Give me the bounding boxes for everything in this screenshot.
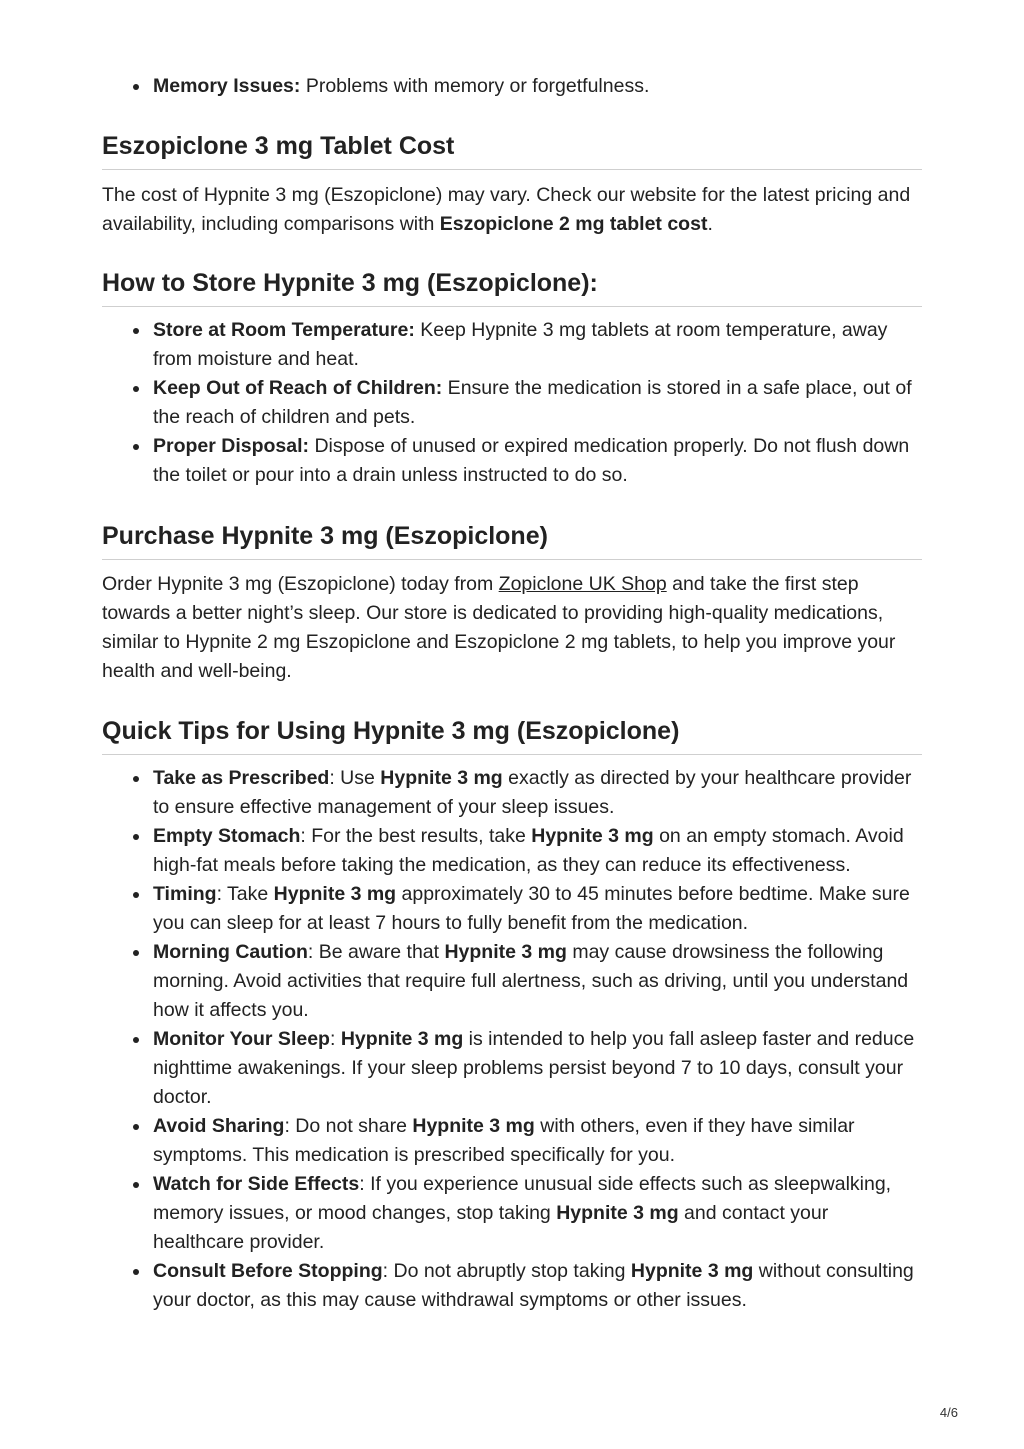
list-item-text: approximately 30 to 45 minutes before bedtime. Make sure you can sleep for at least 7 hours to fully benefit from the medication.: [153, 883, 910, 934]
list-item-label: Proper Disposal:: [153, 435, 310, 457]
cost-section: [102, 131, 922, 239]
list-item-text: with others, even if they have similar symptoms. This medication is prescribed specifically for you.: [153, 1115, 855, 1166]
list-item-bold: Hypnite 3 mg: [531, 825, 654, 847]
side-effects-list-continued: [102, 72, 922, 101]
list-item-text: : Use: [329, 767, 381, 789]
purchase-paragraph: [102, 570, 922, 686]
list-item: [102, 938, 922, 1025]
list-item: [102, 764, 922, 822]
list-item-text: may cause drowsiness the following morning. Avoid activities that require full alertness, such as driving, until you understand how it affects you.: [153, 941, 909, 1021]
list-item-bold: Hypnite 3 mg: [340, 1028, 464, 1050]
list-item: [102, 316, 922, 374]
list-item: [102, 432, 922, 490]
cost-paragraph: [102, 181, 922, 239]
list-item-bold: Hypnite 3 mg: [556, 1202, 679, 1224]
section-heading: Eszopiclone 3 mg Tablet Cost: [102, 131, 922, 170]
list-item-label: Monitor Your Sleep: [153, 1028, 330, 1050]
list-item-bold: Hypnite 3 mg: [412, 1115, 535, 1137]
list-item-bold: Hypnite 3 mg: [630, 1260, 754, 1282]
list-item-label: Watch for Side Effects: [153, 1173, 360, 1195]
list-item-label: Store at Room Temperature:: [153, 319, 415, 341]
list-item-text: : For the best results, take: [300, 825, 532, 847]
list-item-text: Ensure the medication is stored in a safe place, out of the reach of children and pets.: [153, 377, 912, 428]
page-number: 4/6: [939, 1405, 958, 1420]
section-heading: How to Store Hypnite 3 mg (Eszopiclone):: [102, 268, 922, 307]
list-item-text: : Be aware that: [307, 941, 445, 963]
list-item: [102, 1112, 922, 1170]
store-section: [102, 268, 922, 490]
paragraph-text: Order Hypnite 3 mg (Eszopiclone) today from: [102, 573, 499, 595]
list-item-text: Keep Hypnite 3 mg tablets at room temperature, away from moisture and heat.: [153, 319, 888, 370]
list-item: [102, 1025, 922, 1112]
list-item-label: Empty Stomach: [153, 825, 301, 847]
list-item-bold: Hypnite 3 mg: [444, 941, 567, 963]
list-item: [102, 822, 922, 880]
list-item-text: : Do not abruptly stop taking: [382, 1260, 631, 1282]
tips-list: [102, 764, 922, 1315]
shop-link[interactable]: Zopiclone UK Shop: [498, 573, 667, 595]
purchase-section: [102, 521, 922, 686]
list-item-label: Keep Out of Reach of Children:: [153, 377, 443, 399]
paragraph-text: and take the first step towards a better night’s sleep. Our store is dedicated to providing high-quality medications, similar to Hypnite 2 mg Eszopiclone and Eszopiclone 2 mg tablets, to help you improve your health and well-being.: [102, 573, 896, 682]
paragraph-end: .: [707, 213, 713, 235]
list-item-text: Problems with memory or forgetfulness.: [300, 75, 650, 97]
section-heading: Purchase Hypnite 3 mg (Eszopiclone): [102, 521, 922, 560]
list-item-label: Avoid Sharing: [153, 1115, 285, 1137]
section-heading: Quick Tips for Using Hypnite 3 mg (Eszopiclone): [102, 716, 922, 755]
list-item-text: without consulting your doctor, as this may cause withdrawal symptoms or other issues.: [153, 1260, 914, 1311]
paragraph-text: The cost of Hypnite 3 mg (Eszopiclone) may vary. Check our website for the latest pricing and availability, including comparisons with: [102, 184, 911, 235]
list-item-bold: Hypnite 3 mg: [273, 883, 397, 905]
list-item-text: : Do not share: [284, 1115, 413, 1137]
list-item-label: Morning Caution: [153, 941, 308, 963]
list-item-label: Memory Issues:: [153, 75, 301, 97]
list-item: [102, 72, 922, 101]
list-item-label: Take as Prescribed: [153, 767, 330, 789]
list-item-bold: Hypnite 3 mg: [380, 767, 503, 789]
list-item-text: :: [329, 1028, 341, 1050]
list-item-label: Timing: [153, 883, 217, 905]
paragraph-bold: Eszopiclone 2 mg tablet cost: [439, 213, 708, 235]
list-item: [102, 1170, 922, 1257]
list-item: [102, 1257, 922, 1315]
list-item-label: Consult Before Stopping: [153, 1260, 383, 1282]
tips-section: [102, 716, 922, 1315]
list-item-text: on an empty stomach. Avoid high-fat meals before taking the medication, as they can reduce its effectiveness.: [153, 825, 904, 876]
list-item-text: exactly as directed by your healthcare provider to ensure effective management of your sleep issues.: [153, 767, 912, 818]
list-item-text: Dispose of unused or expired medication properly. Do not flush down the toilet or pour into a drain unless instructed to do so.: [153, 435, 910, 486]
list-item: [102, 880, 922, 938]
store-list: [102, 316, 922, 490]
list-item-text: is intended to help you fall asleep faster and reduce nighttime awakenings. If your sleep problems persist beyond 7 to 10 days, consult your doctor.: [153, 1028, 915, 1108]
list-item-text: and contact your healthcare provider.: [153, 1202, 829, 1253]
list-item-text: : If you experience unusual side effects such as sleepwalking, memory issues, or mood changes, stop taking: [153, 1173, 892, 1224]
list-item: [102, 374, 922, 432]
list-item-text: : Take: [216, 883, 274, 905]
